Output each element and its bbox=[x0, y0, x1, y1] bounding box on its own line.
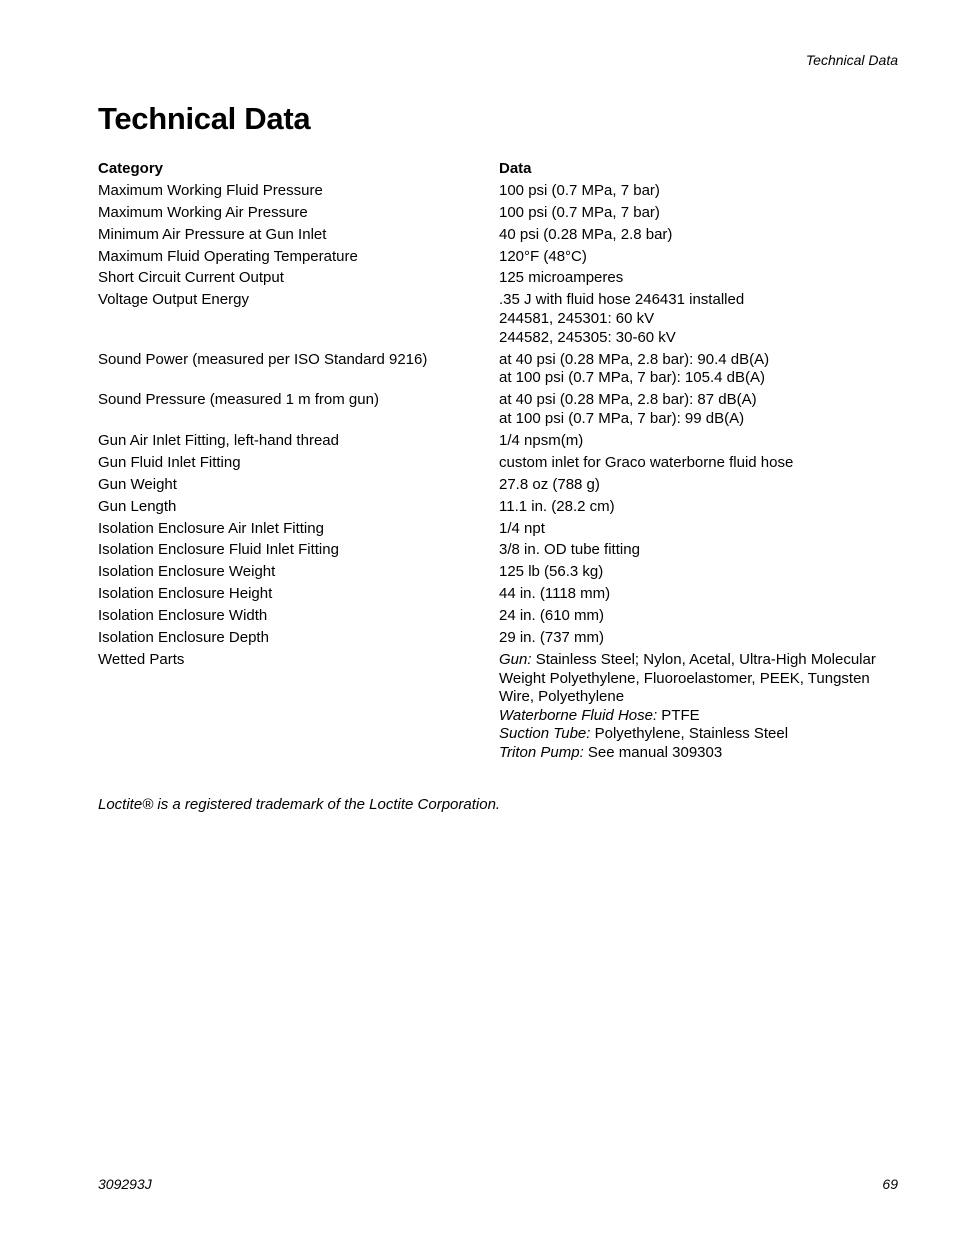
value-line: at 100 psi (0.7 MPa, 7 bar): 99 dB(A) bbox=[499, 409, 745, 427]
table-row bbox=[98, 182, 898, 201]
table-row bbox=[98, 432, 898, 451]
wetted-tube-label: Suction Tube: bbox=[499, 725, 591, 743]
wetted-gun-line: Wire, Polyethylene bbox=[499, 688, 625, 706]
row-category: Short Circuit Current Output bbox=[98, 269, 284, 287]
row-value: 120°F (48°C) bbox=[499, 247, 587, 265]
row-value bbox=[499, 351, 898, 388]
table-row bbox=[98, 541, 898, 560]
table-row bbox=[98, 520, 898, 539]
value-line: 244581, 245301: 60 kV bbox=[499, 309, 655, 327]
row-category: Isolation Enclosure Height bbox=[98, 585, 273, 603]
row-value: 100 psi (0.7 MPa, 7 bar) bbox=[499, 203, 660, 221]
table-row bbox=[98, 204, 898, 223]
row-value: 40 psi (0.28 MPa, 2.8 bar) bbox=[499, 225, 673, 243]
spec-table bbox=[98, 160, 898, 766]
row-value: 1/4 npsm(m) bbox=[499, 432, 584, 449]
row-category: Sound Power (measured per ISO Standard 9216) bbox=[98, 350, 428, 368]
table-row bbox=[98, 498, 898, 517]
row-category: Sound Pressure (measured 1 m from gun) bbox=[98, 391, 379, 409]
row-value: 11.1 in. (28.2 cm) bbox=[499, 497, 615, 515]
row-category: Isolation Enclosure Fluid Inlet Fitting bbox=[98, 541, 339, 559]
row-value: 27.8 oz (788 g) bbox=[499, 475, 600, 493]
table-row bbox=[98, 563, 898, 582]
row-value bbox=[499, 291, 898, 347]
footer-page-number: 69 bbox=[882, 1176, 898, 1192]
row-value: 125 lb (56.3 kg) bbox=[499, 563, 604, 581]
row-value: 125 microamperes bbox=[499, 269, 624, 287]
table-row-wetted-parts bbox=[98, 651, 898, 763]
row-category: Gun Air Inlet Fitting, left-hand thread bbox=[98, 432, 339, 449]
wetted-hose-line bbox=[499, 707, 898, 726]
row-category: Maximum Fluid Operating Temperature bbox=[98, 247, 358, 265]
table-row bbox=[98, 454, 898, 473]
row-value bbox=[499, 651, 898, 763]
row-value: custom inlet for Graco waterborne fluid hose bbox=[499, 453, 794, 471]
row-value: 44 in. (1118 mm) bbox=[499, 585, 611, 603]
table-row bbox=[98, 351, 898, 388]
table-header-row bbox=[98, 160, 898, 179]
row-category: Gun Fluid Inlet Fitting bbox=[98, 453, 241, 471]
wetted-tube-line bbox=[499, 725, 898, 744]
wetted-pump-line bbox=[499, 744, 898, 763]
table-row bbox=[98, 476, 898, 495]
wetted-gun-line bbox=[499, 651, 898, 670]
table-row bbox=[98, 226, 898, 245]
value-line: 244582, 245305: 30-60 kV bbox=[499, 328, 676, 346]
row-value: 24 in. (610 mm) bbox=[499, 607, 605, 625]
value-line: at 40 psi (0.28 MPa, 2.8 bar): 87 dB(A) bbox=[499, 391, 757, 409]
row-category: Isolation Enclosure Depth bbox=[98, 629, 269, 647]
table-row bbox=[98, 629, 898, 648]
table-row bbox=[98, 269, 898, 288]
row-category: Wetted Parts bbox=[98, 650, 185, 668]
row-category: Isolation Enclosure Weight bbox=[98, 563, 276, 581]
running-header: Technical Data bbox=[805, 52, 898, 68]
wetted-tube-value: Polyethylene, Stainless Steel bbox=[590, 725, 789, 743]
column-header-data: Data bbox=[499, 160, 532, 177]
table-row bbox=[98, 585, 898, 604]
row-category: Isolation Enclosure Air Inlet Fitting bbox=[98, 519, 324, 537]
wetted-gun-value: Stainless Steel; Nylon, Acetal, Ultra-High Molecular bbox=[531, 650, 876, 668]
table-row bbox=[98, 291, 898, 347]
page-title: Technical Data bbox=[98, 101, 311, 136]
wetted-gun-label: Gun: bbox=[499, 650, 532, 668]
wetted-hose-value: PTFE bbox=[657, 706, 700, 724]
row-category: Isolation Enclosure Width bbox=[98, 607, 268, 625]
table-row bbox=[98, 391, 898, 428]
row-value bbox=[499, 391, 898, 428]
row-value: 100 psi (0.7 MPa, 7 bar) bbox=[499, 181, 660, 199]
row-value: 1/4 npt bbox=[499, 519, 545, 537]
value-line: at 40 psi (0.28 MPa, 2.8 bar): 90.4 dB(A) bbox=[499, 350, 770, 368]
wetted-hose-label: Waterborne Fluid Hose: bbox=[499, 706, 658, 724]
row-value: 29 in. (737 mm) bbox=[499, 629, 605, 647]
row-category: Gun Length bbox=[98, 497, 177, 515]
table-row bbox=[98, 248, 898, 267]
row-category: Maximum Working Fluid Pressure bbox=[98, 181, 323, 199]
row-category: Gun Weight bbox=[98, 475, 177, 493]
value-line: at 100 psi (0.7 MPa, 7 bar): 105.4 dB(A) bbox=[499, 369, 765, 387]
row-category: Voltage Output Energy bbox=[98, 291, 249, 309]
row-category: Minimum Air Pressure at Gun Inlet bbox=[98, 225, 327, 243]
value-line: .35 J with fluid hose 246431 installed bbox=[499, 291, 745, 309]
row-value: 3/8 in. OD tube fitting bbox=[499, 541, 640, 559]
wetted-pump-value: See manual 309303 bbox=[583, 743, 723, 761]
trademark-note: Loctite® is a registered trademark of the Loctite Corporation. bbox=[98, 796, 501, 813]
row-category: Maximum Working Air Pressure bbox=[98, 203, 308, 221]
table-row bbox=[98, 607, 898, 626]
wetted-pump-label: Triton Pump: bbox=[499, 743, 584, 761]
column-header-category: Category bbox=[98, 160, 164, 177]
footer-doc-number: 309293J bbox=[98, 1176, 152, 1192]
wetted-gun-line: Weight Polyethylene, Fluoroelastomer, PEEK, Tungsten bbox=[499, 669, 870, 687]
